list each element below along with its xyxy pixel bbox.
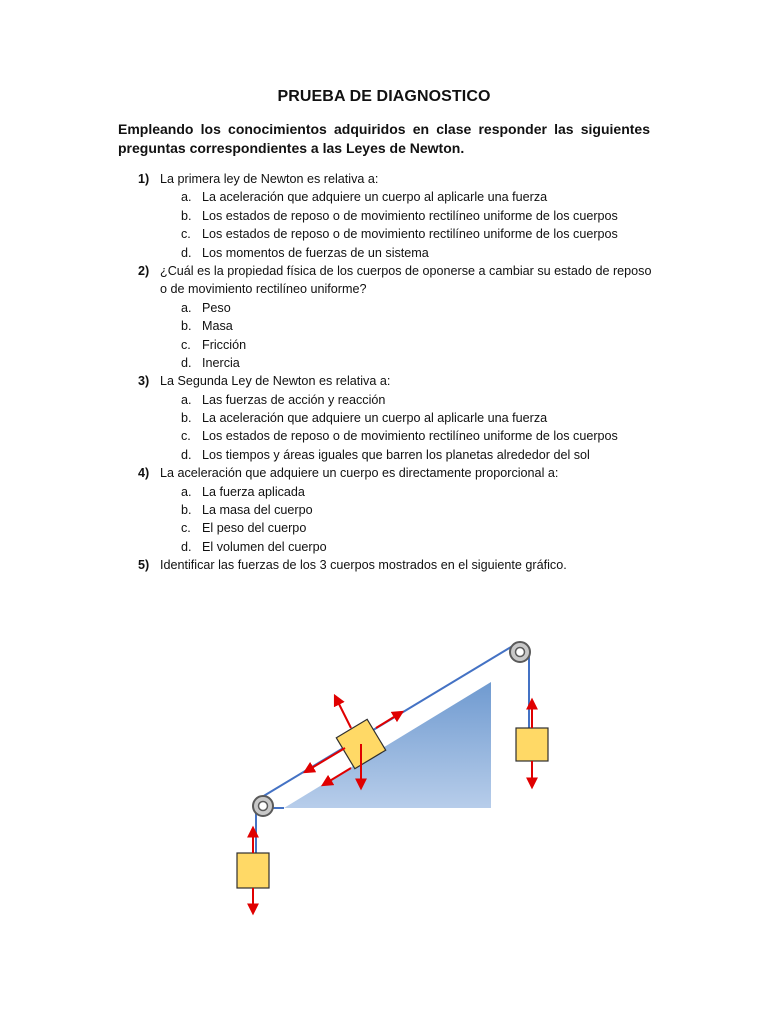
question-text: ¿Cuál es la propiedad física de los cuerpos de oponerse a cambiar su estado de reposo [160,263,652,278]
option-letter: c. [181,337,191,352]
option-letter: a. [181,190,192,205]
option-text: El volumen del cuerpo [202,539,327,554]
question-number: 3) [138,374,150,389]
option-text: La aceleración que adquiere un cuerpo al aplicarle una fuerza [202,190,548,205]
force-arrow-tension-up-incline [376,712,402,728]
question-number: 4) [138,466,150,481]
option-text: Los estados de reposo o de movimiento rectilíneo uniforme de los cuerpos [202,227,618,242]
option-letter: c. [181,227,191,242]
option-letter: d. [181,245,192,260]
question-number: 5) [138,558,150,573]
force-arrow-tension-down-incline [305,748,345,772]
inclined-plane [284,682,491,808]
option-letter: a. [181,484,192,499]
option-letter: d. [181,355,192,370]
question-text: La primera ley de Newton es relativa a: [160,172,379,186]
option-letter: b. [181,503,192,518]
pulley-top-right [510,642,530,662]
option-letter: d. [181,447,192,462]
option-letter: c. [181,521,191,536]
option-text: Masa [202,319,233,334]
block-right-hanging [516,728,548,761]
option-text: Los tiempos y áreas iguales que barren los planetas alrededor del sol [202,447,590,462]
option-text: El peso del cuerpo [202,521,307,536]
option-letter: d. [181,539,192,554]
question-text: La aceleración que adquiere un cuerpo es directamente proporcional a: [160,466,559,481]
option-letter: b. [181,411,192,426]
option-letter: a. [181,300,192,315]
option-text: Los estados de reposo o de movimiento rectilíneo uniforme de los cuerpos [202,208,618,223]
option-letter: b. [181,208,192,223]
pulley-axle [259,802,268,811]
option-text: Los estados de reposo o de movimiento rectilíneo uniforme de los cuerpos [202,429,618,444]
option-text: Las fuerzas de acción y reacción [202,392,386,407]
pulley-axle [516,648,525,657]
question-number: 2) [138,263,150,278]
intro-paragraph: Empleando los conocimientos adquiridos en clase responder las siguientes preguntas correspondientes a las Leyes de Newton. [118,121,650,156]
option-text: Peso [202,300,231,315]
option-letter: c. [181,429,191,444]
option-text: La aceleración que adquiere un cuerpo al aplicarle una fuerza [202,411,548,426]
block-left-hanging [237,853,269,888]
question-text: Identificar las fuerzas de los 3 cuerpos mostrados en el siguiente gráfico. [160,558,567,573]
option-text: Los momentos de fuerzas de un sistema [202,245,429,260]
question-text: La Segunda Ley de Newton es relativa a: [160,374,391,389]
option-text: Fricción [202,337,247,352]
option-letter: b. [181,319,192,334]
question-text-continuation: o de movimiento rectilíneo uniforme? [160,282,367,297]
option-text: La masa del cuerpo [202,503,313,518]
option-text: Inercia [202,355,240,370]
pulley-bottom-left [253,796,273,816]
option-letter: a. [181,392,192,407]
question-number: 1) [138,172,150,186]
page-title: PRUEBA DE DIAGNOSTICO [277,88,491,105]
option-text: La fuerza aplicada [202,484,305,499]
force-arrow-normal [335,696,351,728]
